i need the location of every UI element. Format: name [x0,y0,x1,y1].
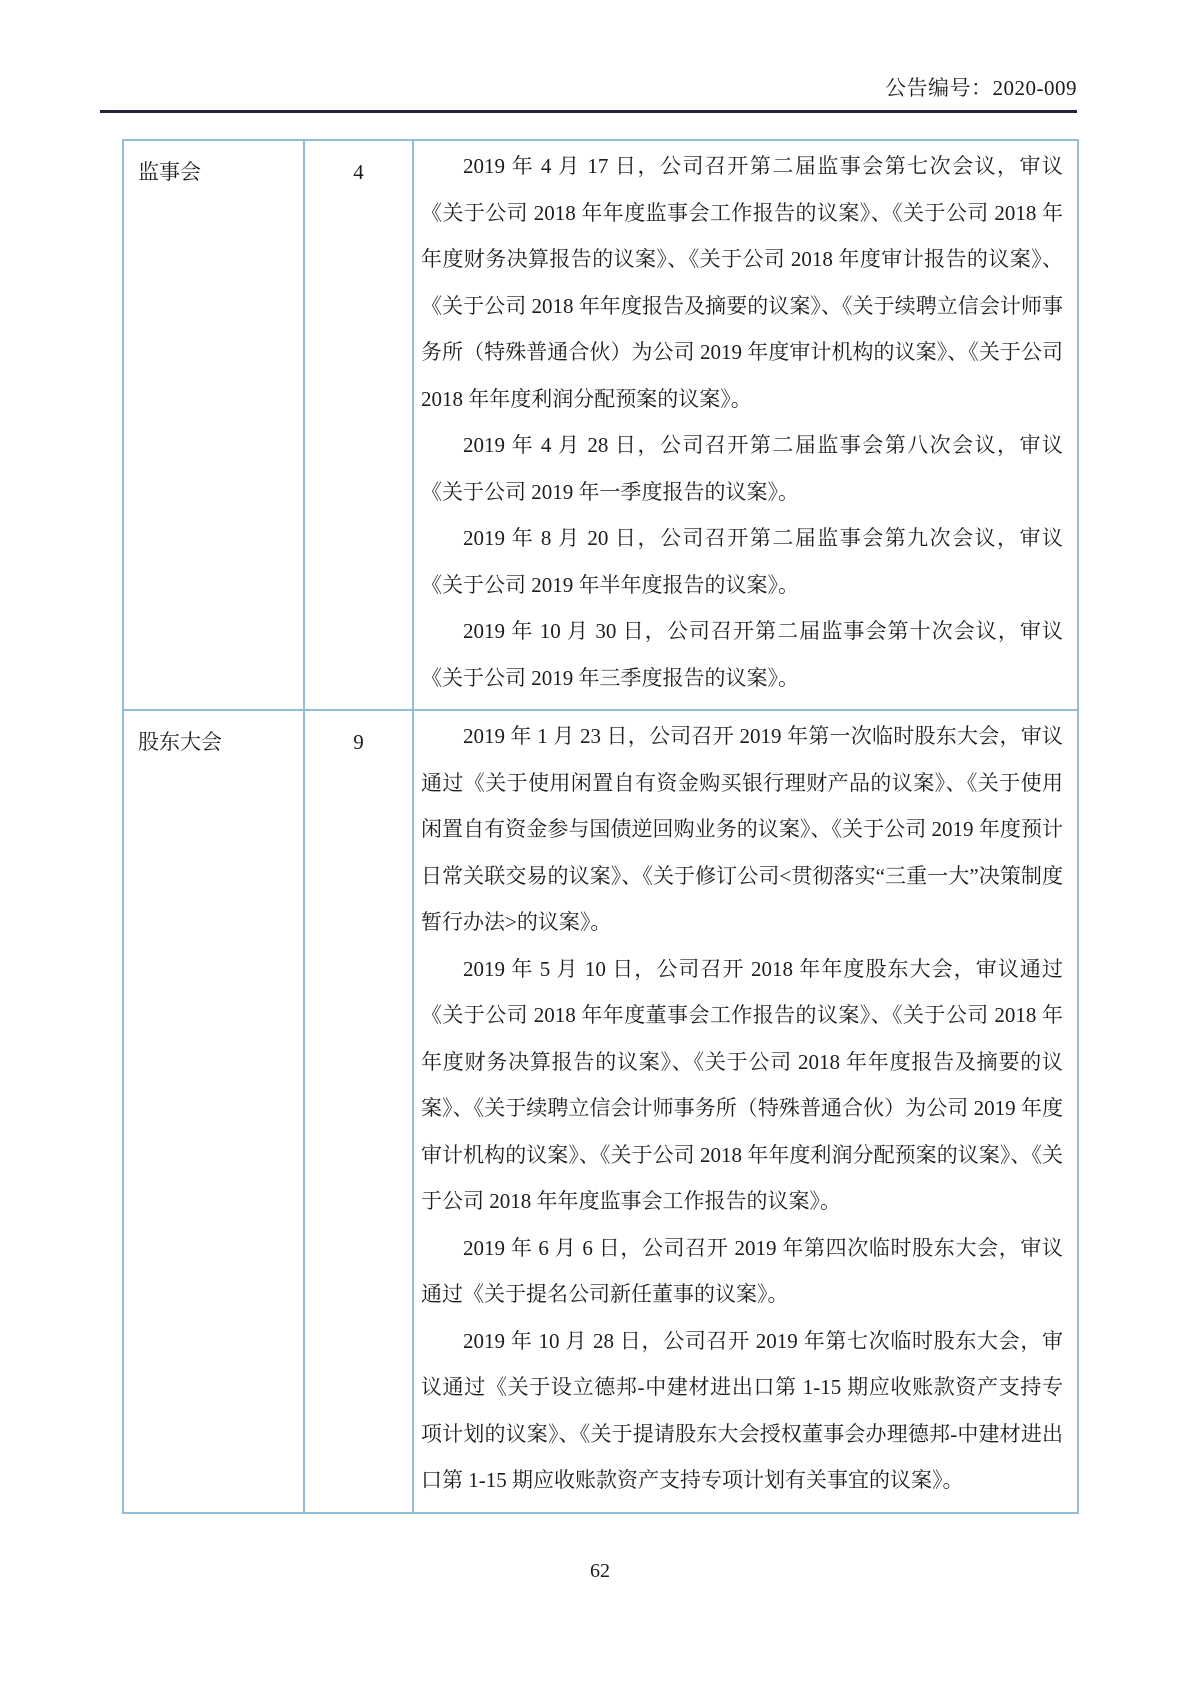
header-rule [100,110,1077,113]
meeting-details-cell [413,710,1078,1513]
page-header [100,0,1077,102]
meeting-count: 4 [304,140,413,710]
meeting-paragraph: 2019 年 10 月 28 日，公司召开 2019 年第七次临时股东大会，审议通过《关于设立德邦-中建材进出口第 1-15 期应收账款资产支持专项计划的议案》、《关于提请股东大会授权董事会办理德邦-中建材进出口第 1-15 期应收账款资产支持专项计划有关事宜的议案》。 [421,1328,1063,1492]
meetings-table [122,139,1079,1514]
meeting-paragraph: 2019 年 10 月 30 日，公司召开第二届监事会第十次会议，审议《关于公司 2019 年三季度报告的议案》。 [421,619,1063,690]
page-number: 62 [590,1559,610,1582]
meeting-paragraph: 2019 年 6 月 6 日，公司召开 2019 年第四次临时股东大会，审议通过《关于提名公司新任董事的议案》。 [421,1235,1063,1306]
meeting-body-name: 监事会 [123,140,304,710]
table-row-supervisory-board [123,140,1078,710]
meeting-paragraph: 2019 年 4 月 17 日，公司召开第二届监事会第七次会议，审议《关于公司 2018 年年度监事会工作报告的议案》、《关于公司 2018 年年度财务决算报告的议案》、《关于公司 2018 年度审计报告的议案》、《关于公司 2018 年年度报告及摘要的议案》、《关于续聘立信会计师事务所（特殊普通合伙）为公司 2019 年度审计机构的议案》、《关于公司 2018 年年度利润分配预案的议案》。 [421,154,1063,411]
meeting-paragraph: 2019 年 4 月 28 日，公司召开第二届监事会第八次会议，审议《关于公司 2019 年一季度报告的议案》。 [421,433,1063,504]
meeting-paragraph: 2019 年 5 月 10 日，公司召开 2018 年年度股东大会，审议通过《关于公司 2018 年年度董事会工作报告的议案》、《关于公司 2018 年年度财务决算报告的议案》、《关于公司 2018 年年度报告及摘要的议案》、《关于续聘立信会计师事务所（特殊普通合伙）为公司 2019 年度审计机构的议案》、《关于公司 2018 年年度利润分配预案的议案》、《关于公司 2018 年年度监事会工作报告的议案》。 [421,956,1063,1213]
meeting-paragraph: 2019 年 8 月 20 日，公司召开第二届监事会第九次会议，审议《关于公司 2019 年半年度报告的议案》。 [421,526,1063,597]
table-row-shareholders-meeting [123,710,1078,1513]
meeting-count: 9 [304,710,413,1513]
announcement-number: 公告编号：2020-009 [885,76,1077,100]
meeting-body-name: 股东大会 [123,710,304,1513]
meeting-paragraph: 2019 年 1 月 23 日，公司召开 2019 年第一次临时股东大会，审议通过《关于使用闲置自有资金购买银行理财产品的议案》、《关于使用闲置自有资金参与国债逆回购业务的议案》、《关于公司 2019 年度预计日常关联交易的议案》、《关于修订公司<贯彻落实“三重一大”决策制度暂行办法>的议案》。 [421,724,1063,934]
meeting-details-cell [413,140,1078,710]
